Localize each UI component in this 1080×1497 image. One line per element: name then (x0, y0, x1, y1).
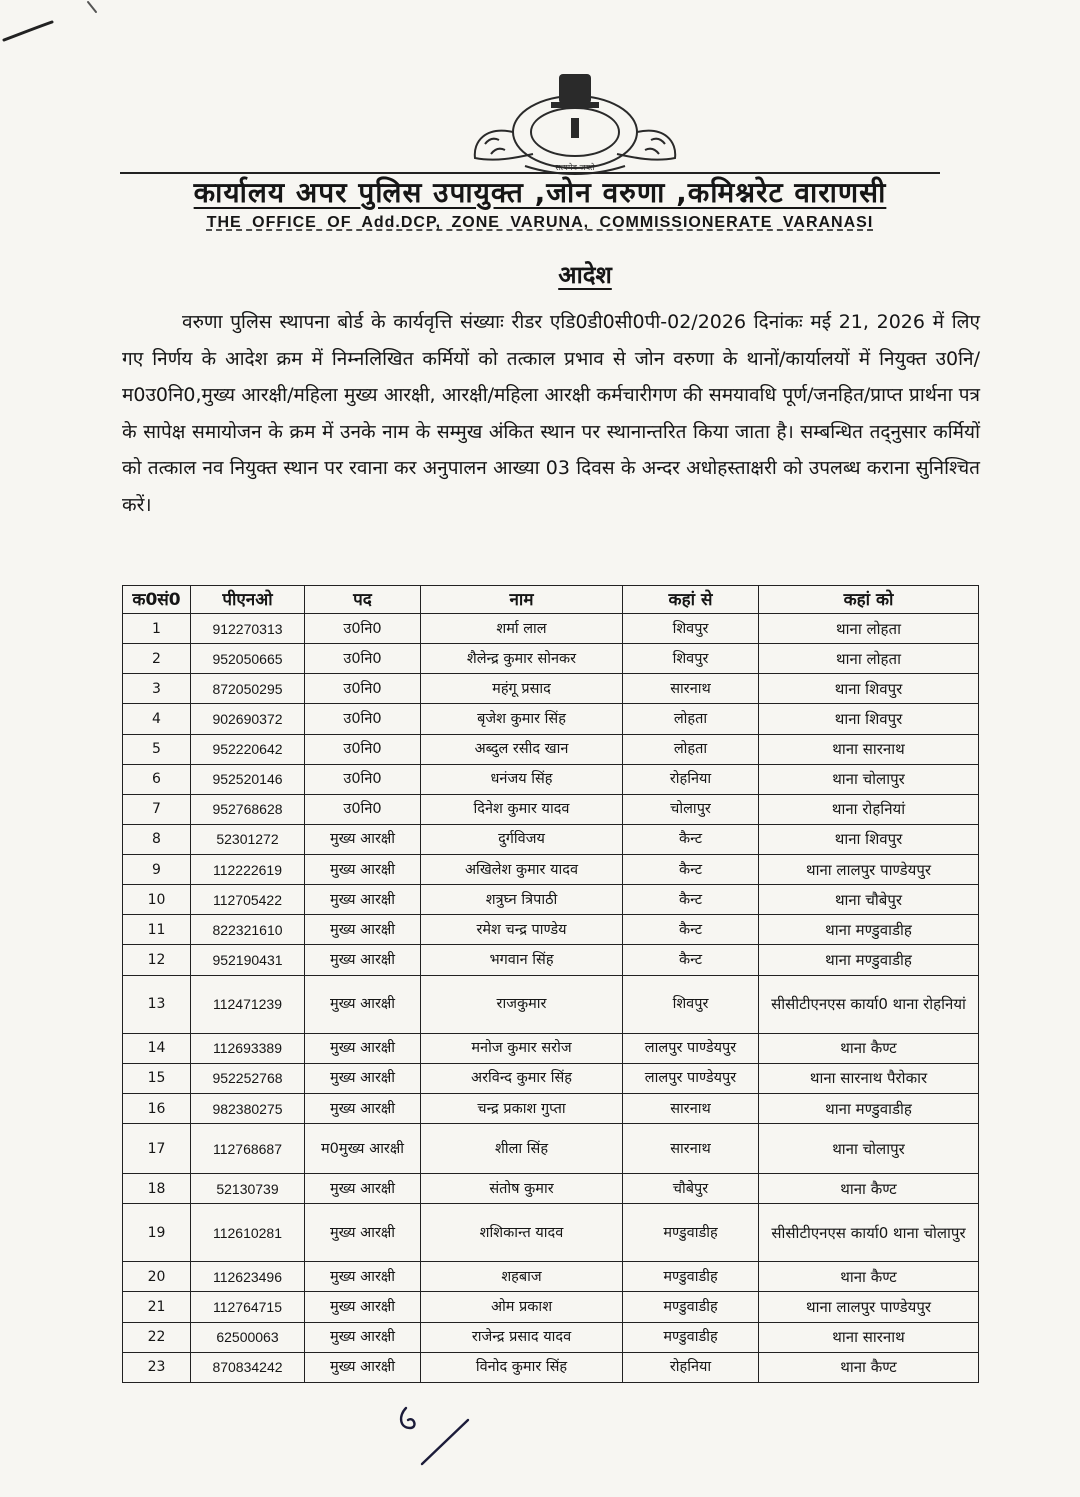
cell-name: चन्द्र प्रकाश गुप्ता (421, 1093, 623, 1123)
cell-post: मुख्य आरक्षी (305, 1352, 421, 1382)
table-header-row (123, 586, 979, 614)
cell-sn: 18 (123, 1173, 191, 1203)
table-row (123, 1322, 979, 1352)
cell-to: थाना शिवपुर (759, 824, 979, 854)
cell-sn: 22 (123, 1322, 191, 1352)
cell-post: म0मुख्य आरक्षी (305, 1124, 421, 1174)
office-title-english: THE OFFICE OF Add.DCP, ZONE VARUNA, COMMISSIONERATE VARANASI (206, 214, 874, 231)
svg-text:सत्यमेव जयते: सत्यमेव जयते (555, 163, 595, 172)
cell-name: ओम प्रकाश (421, 1292, 623, 1322)
cell-sn: 11 (123, 915, 191, 945)
cell-sn: 4 (123, 704, 191, 734)
cell-from: मण्डुवाडीह (623, 1204, 759, 1262)
cell-pno: 982380275 (191, 1093, 305, 1123)
cell-pno: 952050665 (191, 644, 305, 674)
cell-pno: 112623496 (191, 1262, 305, 1292)
cell-name: बृजेश कुमार सिंह (421, 704, 623, 734)
cell-name: शैलेन्द्र कुमार सोनकर (421, 644, 623, 674)
cell-to: सीसीटीएनएस कार्या0 थाना चोलापुर (759, 1204, 979, 1262)
cell-to: थाना चोलापुर (759, 1124, 979, 1174)
cell-pno: 952190431 (191, 945, 305, 975)
cell-to: थाना कैण्ट (759, 1173, 979, 1203)
table-row (123, 1093, 979, 1123)
cell-sn: 1 (123, 614, 191, 644)
cell-pno: 112768687 (191, 1124, 305, 1174)
cell-name: शर्मा लाल (421, 614, 623, 644)
cell-pno: 112610281 (191, 1204, 305, 1262)
table-row (123, 614, 979, 644)
cell-to: थाना चोलापुर (759, 764, 979, 794)
cell-to: थाना शिवपुर (759, 704, 979, 734)
cell-name: दिनेश कुमार यादव (421, 794, 623, 824)
cell-post: उ0नि0 (305, 674, 421, 704)
cell-from: चौबेपुर (623, 1173, 759, 1203)
cell-pno: 112693389 (191, 1033, 305, 1063)
cell-post: उ0नि0 (305, 644, 421, 674)
cell-name: धनंजय सिंह (421, 764, 623, 794)
table-row (123, 975, 979, 1033)
order-heading: आदेश (558, 261, 612, 289)
cell-to: थाना कैण्ट (759, 1352, 979, 1382)
cell-name: मनोज कुमार सरोज (421, 1033, 623, 1063)
cell-to: थाना लालपुर पाण्डेयपुर (759, 855, 979, 885)
cell-post: मुख्य आरक्षी (305, 1322, 421, 1352)
table-row (123, 794, 979, 824)
cell-pno: 52130739 (191, 1173, 305, 1203)
cell-from: लालपुर पाण्डेयपुर (623, 1063, 759, 1093)
col-header-to: कहां को (759, 586, 979, 614)
cell-from: मण्डुवाडीह (623, 1322, 759, 1352)
col-header-sn: क0सं0 (123, 586, 191, 614)
table-row (123, 764, 979, 794)
cell-to: थाना सारनाथ (759, 734, 979, 764)
cell-pno: 952220642 (191, 734, 305, 764)
table-row (123, 1262, 979, 1292)
cell-post: मुख्य आरक्षी (305, 885, 421, 915)
cell-sn: 23 (123, 1352, 191, 1382)
cell-name: संतोष कुमार (421, 1173, 623, 1203)
cell-pno: 112764715 (191, 1292, 305, 1322)
col-header-name: नाम (421, 586, 623, 614)
cell-from: रोहनिया (623, 1352, 759, 1382)
cell-post: उ0नि0 (305, 794, 421, 824)
table-row (123, 1204, 979, 1262)
cell-pno: 112222619 (191, 855, 305, 885)
cell-from: चोलापुर (623, 794, 759, 824)
cell-to: थाना कैण्ट (759, 1033, 979, 1063)
cell-post: मुख्य आरक्षी (305, 855, 421, 885)
cell-sn: 13 (123, 975, 191, 1033)
cell-sn: 14 (123, 1033, 191, 1063)
cell-pno: 902690372 (191, 704, 305, 734)
cell-to: थाना मण्डुवाडीह (759, 945, 979, 975)
cell-sn: 20 (123, 1262, 191, 1292)
cell-pno: 912270313 (191, 614, 305, 644)
table-row (123, 824, 979, 854)
cell-sn: 3 (123, 674, 191, 704)
cell-from: शिवपुर (623, 975, 759, 1033)
cell-pno: 872050295 (191, 674, 305, 704)
cell-sn: 19 (123, 1204, 191, 1262)
table-row (123, 1063, 979, 1093)
cell-from: रोहनिया (623, 764, 759, 794)
col-header-from: कहां से (623, 586, 759, 614)
cell-name: शीला सिंह (421, 1124, 623, 1174)
cell-sn: 15 (123, 1063, 191, 1093)
transfer-table (122, 585, 979, 1383)
cell-from: कैन्ट (623, 885, 759, 915)
table-row (123, 1352, 979, 1382)
cell-name: शहबाज (421, 1262, 623, 1292)
cell-post: मुख्य आरक्षी (305, 975, 421, 1033)
cell-post: उ0नि0 (305, 614, 421, 644)
cell-name: दुर्गविजय (421, 824, 623, 854)
cell-from: कैन्ट (623, 855, 759, 885)
cell-sn: 16 (123, 1093, 191, 1123)
cell-post: मुख्य आरक्षी (305, 1093, 421, 1123)
cell-pno: 870834242 (191, 1352, 305, 1382)
cell-to: थाना मण्डुवाडीह (759, 915, 979, 945)
cell-post: उ0नि0 (305, 734, 421, 764)
cell-from: लोहता (623, 704, 759, 734)
cell-sn: 21 (123, 1292, 191, 1322)
cell-from: सारनाथ (623, 1093, 759, 1123)
cell-to: थाना शिवपुर (759, 674, 979, 704)
cell-post: मुख्य आरक्षी (305, 1204, 421, 1262)
cell-from: मण्डुवाडीह (623, 1262, 759, 1292)
cell-post: मुख्य आरक्षी (305, 915, 421, 945)
cell-post: मुख्य आरक्षी (305, 1292, 421, 1322)
cell-name: रमेश चन्द्र पाण्डेय (421, 915, 623, 945)
handwritten-signature (392, 1398, 482, 1478)
cell-to: थाना कैण्ट (759, 1262, 979, 1292)
cell-from: मण्डुवाडीह (623, 1292, 759, 1322)
col-header-post: पद (305, 586, 421, 614)
cell-post: मुख्य आरक्षी (305, 1063, 421, 1093)
table-row (123, 734, 979, 764)
table-row (123, 644, 979, 674)
cell-sn: 10 (123, 885, 191, 915)
cell-sn: 2 (123, 644, 191, 674)
cell-pno: 952520146 (191, 764, 305, 794)
table-row (123, 1292, 979, 1322)
cell-post: मुख्य आरक्षी (305, 945, 421, 975)
cell-name: राजकुमार (421, 975, 623, 1033)
cell-from: शिवपुर (623, 614, 759, 644)
col-header-pno: पीएनओ (191, 586, 305, 614)
cell-from: सारनाथ (623, 674, 759, 704)
cell-name: शत्रुघ्न त्रिपाठी (421, 885, 623, 915)
cell-from: लालपुर पाण्डेयपुर (623, 1033, 759, 1063)
cell-pno: 52301272 (191, 824, 305, 854)
table-row (123, 1124, 979, 1174)
table-row (123, 915, 979, 945)
cell-to: सीसीटीएनएस कार्या0 थाना रोहनियां (759, 975, 979, 1033)
table-row (123, 1033, 979, 1063)
cell-post: उ0नि0 (305, 704, 421, 734)
pen-stroke-mark (0, 0, 120, 60)
state-emblem-icon (455, 66, 695, 176)
cell-sn: 6 (123, 764, 191, 794)
cell-to: थाना सारनाथ पैरोकार (759, 1063, 979, 1093)
cell-name: भगवान सिंह (421, 945, 623, 975)
cell-to: थाना रोहनियां (759, 794, 979, 824)
table-row (123, 855, 979, 885)
cell-sn: 5 (123, 734, 191, 764)
cell-to: थाना लोहता (759, 644, 979, 674)
cell-name: अखिलेश कुमार यादव (421, 855, 623, 885)
cell-pno: 62500063 (191, 1322, 305, 1352)
cell-name: महंगू प्रसाद (421, 674, 623, 704)
cell-sn: 8 (123, 824, 191, 854)
cell-pno: 952768628 (191, 794, 305, 824)
cell-from: कैन्ट (623, 915, 759, 945)
cell-name: विनोद कुमार सिंह (421, 1352, 623, 1382)
cell-to: थाना चौबेपुर (759, 885, 979, 915)
cell-pno: 822321610 (191, 915, 305, 945)
cell-from: लोहता (623, 734, 759, 764)
table-row (123, 704, 979, 734)
cell-from: कैन्ट (623, 945, 759, 975)
cell-post: मुख्य आरक्षी (305, 1173, 421, 1203)
cell-to: थाना सारनाथ (759, 1322, 979, 1352)
order-body-text: वरुणा पुलिस स्थापना बोर्ड के कार्यवृत्ति संख्याः रीडर एडि0डी0सी0पी-02/2026 दिनांकः मई 21, 2026 में लिए गए निर्णय के आदेश क्रम में निम्नलिखित कर्मियों को तत्काल प्रभाव से जोन वरुणा के थानों/कार्यालयों में नियुक्त उ0नि/म0उ0नि0,मुख्य आरक्षी/महिला मुख्य आरक्षी, आरक्षी/महिला आरक्षी कर्मचारीगण की समयावधि पूर्ण/जनहित/प्राप्त प्रार्थना पत्र के सापेक्ष समायोजन के क्रम में उनके नाम के सम्मुख अंकित स्थान पर स्थानान्तरित किया जाता है। सम्बन्धित तद्नुसार कर्मियों को तत्काल नव नियुक्त स्थान पर रवाना कर अनुपालन आख्या 03 दिवस के अन्दर अधोहस्ताक्षरी को उपलब्ध कराना सुनिश्चित करें। (122, 311, 980, 516)
cell-to: थाना लोहता (759, 614, 979, 644)
cell-name: अरविन्द कुमार सिंह (421, 1063, 623, 1093)
cell-post: उ0नि0 (305, 764, 421, 794)
cell-to: थाना मण्डुवाडीह (759, 1093, 979, 1123)
cell-pno: 112471239 (191, 975, 305, 1033)
cell-post: मुख्य आरक्षी (305, 1033, 421, 1063)
cell-name: राजेन्द्र प्रसाद यादव (421, 1322, 623, 1352)
table-row (123, 1173, 979, 1203)
cell-post: मुख्य आरक्षी (305, 824, 421, 854)
office-title-hindi: कार्यालय अपर पुलिस उपायुक्त ,जोन वरुणा ,कमिश्नरेट वाराणसी (193, 176, 887, 209)
cell-pno: 952252768 (191, 1063, 305, 1093)
cell-name: अब्दुल रसीद खान (421, 734, 623, 764)
cell-to: थाना लालपुर पाण्डेयपुर (759, 1292, 979, 1322)
cell-from: कैन्ट (623, 824, 759, 854)
cell-pno: 112705422 (191, 885, 305, 915)
cell-sn: 17 (123, 1124, 191, 1174)
cell-from: सारनाथ (623, 1124, 759, 1174)
cell-sn: 9 (123, 855, 191, 885)
cell-sn: 7 (123, 794, 191, 824)
cell-name: शशिकान्त यादव (421, 1204, 623, 1262)
table-row (123, 674, 979, 704)
cell-sn: 12 (123, 945, 191, 975)
cell-from: शिवपुर (623, 644, 759, 674)
table-row (123, 885, 979, 915)
table-row (123, 945, 979, 975)
cell-post: मुख्य आरक्षी (305, 1262, 421, 1292)
